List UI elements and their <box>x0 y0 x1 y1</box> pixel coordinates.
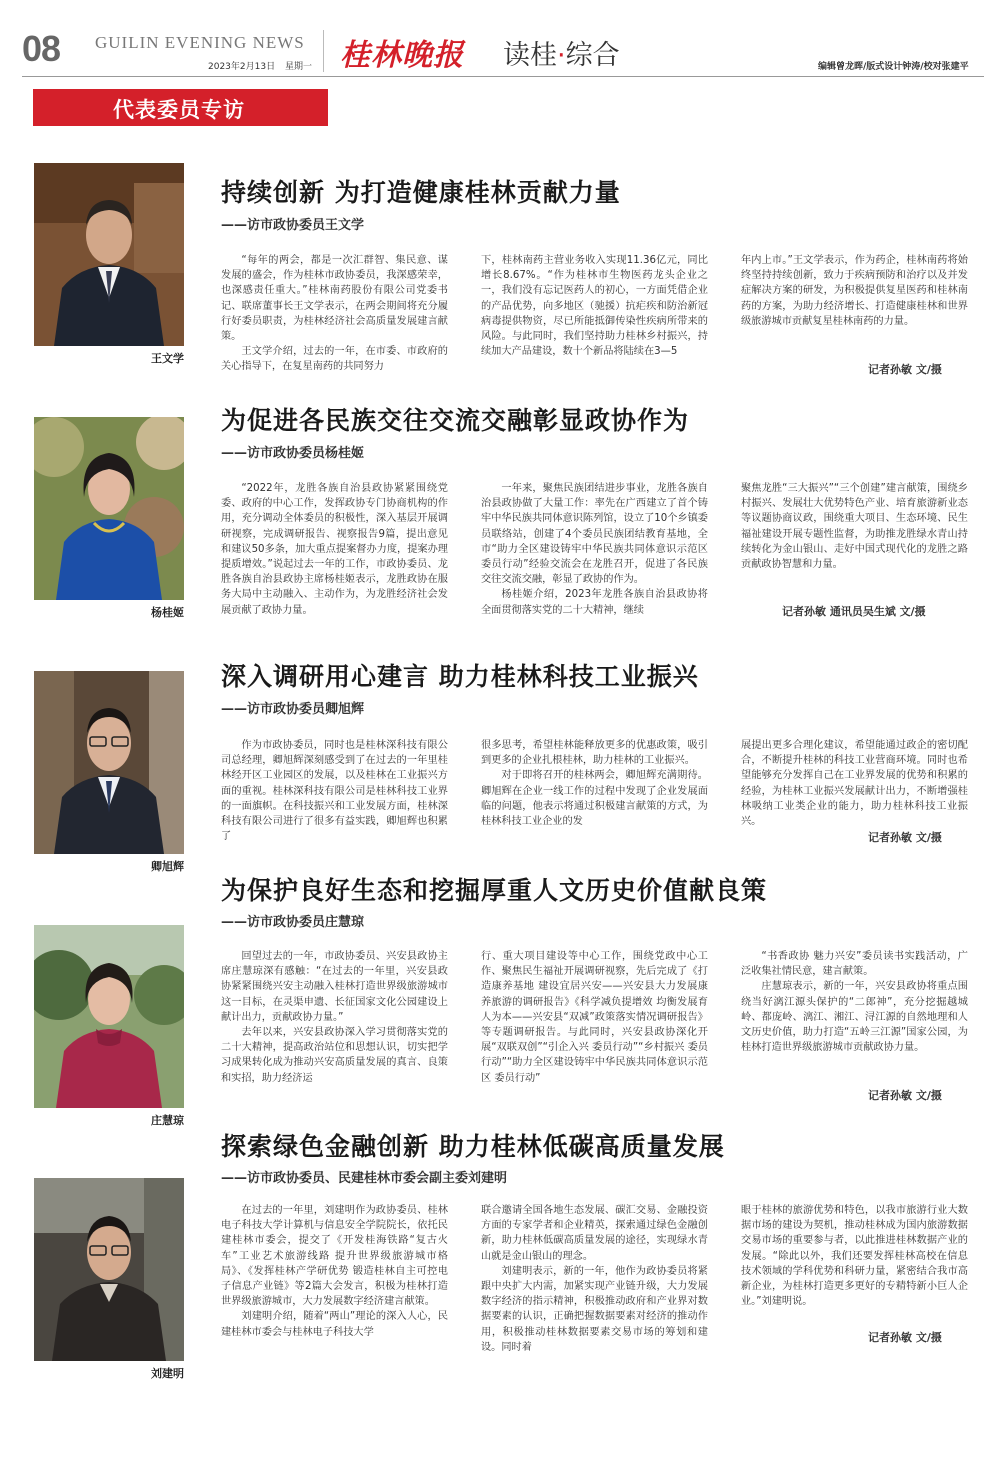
paragraph: 刘建明表示，新的一年，他作为政协委员将紧跟中央扩大内需，加紧实现产业链升级，大力发展数字经济的指示精神，积极推动政府和产业界对数据要素的认识，正确把握数据要素对经济的推动作用，积极推动桂林数据要素交易市场的筹划和建设。同时着 <box>481 1265 708 1353</box>
photo-caption: 王文学 <box>151 352 184 365</box>
article-column <box>221 253 448 375</box>
paragraph: 联合邀请全国各地生态发展、碳汇交易、金融投资方面的专家学者和企业精英，探索通过绿色金融创新，助力桂林低碳高质量发展的途径，实现绿水青山就是金山银山的理念。 <box>481 1205 708 1262</box>
article-title: 持续创新 为打造健康桂林贡献力量 <box>221 178 621 207</box>
article-subtitle: ——访市政协委员杨桂姬 <box>221 446 365 461</box>
portrait-image-yang <box>34 417 184 600</box>
paragraph: 杨桂姬介绍，2023年龙胜各族自治县政协将全面贯彻落实党的二十大精神，继续 <box>481 589 708 616</box>
article-column <box>741 738 968 829</box>
article-column <box>221 1203 448 1340</box>
article-column <box>741 1203 968 1309</box>
article-credit: 记者孙敏 通讯员吴生斌 文/摄 <box>782 605 926 618</box>
paragraph: 很多思考，希望桂林能释放更多的优惠政策，吸引到更多的企业扎根桂林，助力桂林的工业振兴。 <box>481 740 708 767</box>
paragraph: 庄慧琼表示，新的一年，兴安县政协将重点围绕当好漓江源头保护的“二郎神”，充分挖掘越城岭、都庞岭、漓江、湘江、浔江源的自然地理和人文历史价值，助力打造“五岭三江源”国家公园，为桂林打造世界级旅游城市贡献政协力量。 <box>741 981 968 1054</box>
article-title: 深入调研用心建言 助力桂林科技工业振兴 <box>221 662 699 691</box>
article-subtitle: ——访市政协委员卿旭辉 <box>221 702 365 717</box>
header-divider <box>323 30 324 72</box>
article-column <box>221 738 448 844</box>
issue-date: 2023年2月13日 <box>208 62 276 72</box>
article-credit: 记者孙敏 文/摄 <box>868 363 942 376</box>
column-banner-label: 代表委员专访 <box>113 98 245 122</box>
article-title: 探索绿色金融创新 助力桂林低碳高质量发展 <box>221 1132 725 1161</box>
paragraph: “书香政协 魅力兴安”委员读书实践活动，广泛收集社情民意，建言献策。 <box>741 951 968 978</box>
article-column <box>481 949 708 1086</box>
article-column <box>481 738 708 829</box>
article-credit: 记者孙敏 文/摄 <box>868 1089 942 1102</box>
section-dot: · <box>557 40 566 71</box>
article-credit: 记者孙敏 文/摄 <box>868 1331 942 1344</box>
portrait-photo-qing <box>34 671 184 854</box>
paragraph: 展提出更多合理化建议，希望能通过政企的密切配合，不断提升桂林的科技工业营商环境。同时也希望能够充分发挥自己在工业界发展的优势和积累的经验，为桂林工业振兴发展献计出力，不断增强桂林吸纳工业类企业的能力，助力桂林科技工业振兴。 <box>741 740 968 828</box>
portrait-photo-wang <box>34 163 184 346</box>
paragraph: 年内上市。”王文学表示，作为药企，桂林南药将始终坚持持续创新，致力于疾病预防和治疗以及并发症解决方案的研发，为积极提供复星医药和桂林南药的方案，为助力经济增长、打造健康桂林和世界级旅游城市贡献复星桂林南药的力量。 <box>741 255 968 327</box>
article-subtitle: ——访市政协委员王文学 <box>221 218 365 233</box>
photo-caption: 卿旭辉 <box>151 860 184 873</box>
article-column <box>221 481 448 618</box>
paragraph: 行、重大项目建设等中心工作，围绕党政中心工作、聚焦民生福祉开展调研视察，先后完成了《打造康养基地 建设宜居兴安——兴安县大力发展康养旅游的调研报告》《科学减负提增效 均衡发展育人为本——兴安县“双减”政策落实情况调研报告》等专题调研报告。与此同时，兴安县政协深化开展“双联双创”“引企入兴 委员行动”“乡村振兴 委员行动”“助力全区建设铸牢中华民族共同体意识示范区 委员行动” <box>481 951 708 1084</box>
portrait-image-qing <box>34 671 184 854</box>
article-column <box>741 253 968 329</box>
portrait-image-wang <box>34 163 184 346</box>
portrait-image-liu <box>34 1178 184 1361</box>
english-masthead: GUILIN EVENING NEWS <box>95 33 305 52</box>
article-credit: 记者孙敏 文/摄 <box>868 831 942 844</box>
paragraph: 聚焦龙胜“三大振兴”“三个创建”建言献策，围绕乡村振兴、发展壮大优势特色产业、培育旅游新业态等议题协商议政，围绕重大项目、生态环境、民生福祉建设开展专题性监督，为助推龙胜绿水青山持续转化为金山银山、走好中国式现代化的龙胜之路贡献政协智慧和力量。 <box>741 483 968 571</box>
article-column <box>221 949 448 1086</box>
paragraph: 一年来，聚焦民族团结进步事业，龙胜各族自治县政协做了大量工作：率先在广西建立了首个铸牢中华民族共同体意识陈列馆，设立了10个乡镇委员联络站，创建了4个委员民族团结教育基地，全市“助力全区建设铸牢中华民族共同体意识示范区 委员行动”经验交流会在龙胜召开，促进了各民族交往交流交融，彰显了政协的作为。 <box>481 483 708 586</box>
section-name-b: 综合 <box>565 40 620 71</box>
column-banner <box>33 89 328 126</box>
article-subtitle: ——访市政协委员、民建桂林市委会副主委刘建明 <box>221 1171 508 1186</box>
paragraph: 对于即将召开的桂林两会，卿旭辉充满期待。卿旭辉在企业一线工作的过程中发现了企业发展面临的问题，他表示将通过积极建言献策的方式，为桂林科技工业企业的发 <box>481 770 708 828</box>
paragraph: 王文学介绍，过去的一年，在市委、市政府的关心指导下，在复星南药的共同努力 <box>221 346 448 373</box>
article-column <box>741 949 968 1055</box>
paragraph: 刘建明介绍，随着“两山”理论的深入人心，民建桂林市委会与桂林电子科技大学 <box>221 1311 448 1338</box>
header-rule <box>22 76 984 77</box>
portrait-photo-yang <box>34 417 184 600</box>
article-title: 为促进各民族交往交流交融彰显政协作为 <box>221 406 690 435</box>
article-column <box>481 1203 708 1355</box>
photo-caption: 刘建明 <box>151 1367 184 1380</box>
article-column <box>481 253 708 359</box>
paragraph: 下，桂林南药主营业务收入实现11.36亿元，同比增长8.67%。“作为桂林市生物医药龙头企业之一，我们没有忘记医药人的初心，一方面凭借企业的产品优势，向多地区（驰援）抗疟疾和防治新冠病毒提供物资，尽已所能抵御传染性疾病所带来的风险。与此同时，我们坚持助力桂林乡村振兴，持续加大产品建设，数十个新品将陆续在3—5 <box>481 255 708 358</box>
section-name-a: 读桂 <box>503 40 557 71</box>
article-column <box>481 481 708 618</box>
section-name <box>503 33 620 72</box>
paragraph: 眼于桂林的旅游优势和特色，以我市旅游行业大数据市场的建设为契机，推动桂林成为国内旅游数据交易市场的重要参与者，以此推进桂林数据产业的发展。“除此以外，我们还要发挥桂林高校在信息技术领域的学科优势和科研力量，紧密结合我市高新企业，为桂林打造更多更好的专精特新小巨人企业。”刘建明说。 <box>741 1205 968 1308</box>
newspaper-logo: 桂林晚报 <box>340 38 464 73</box>
portrait-photo-liu <box>34 1178 184 1361</box>
article-column <box>741 481 968 572</box>
photo-caption: 庄慧琼 <box>151 1114 184 1127</box>
paragraph: 去年以来，兴安县政协深入学习贯彻落实党的二十大精神，提高政治站位和思想认识，切实把学习成果转化成为推动兴安高质量发展的真言、良策和实招，助力经济运 <box>221 1027 448 1084</box>
paragraph: 回望过去的一年，市政协委员、兴安县政协主席庄慧琼深有感触：“在过去的一年里，兴安县政协紧紧围绕兴安主动融入桂林打造世界级旅游城市这一目标，在灵渠申遗、长征国家文化公园建设上献计出力，贡献政协力量。” <box>221 951 448 1023</box>
paragraph: 作为市政协委员，同时也是桂林深科技有限公司总经理，卿旭辉深刻感受到了在过去的一年里桂林经开区工业园区的发展，以及桂林在工业振兴方面的重视。桂林深科技有限公司是桂林科技工业界的一面旗帜。在科技振兴和工业发展方面，桂林深科技有限公司进行了很多有益实践，卿旭辉也积累了 <box>221 740 448 843</box>
photo-caption: 杨桂姬 <box>151 606 184 619</box>
issue-weekday: 星期一 <box>285 62 313 72</box>
portrait-image-zhuang <box>34 925 184 1108</box>
paragraph: “每年的两会，都是一次汇群智、集民意、谋发展的盛会，作为桂林市政协委员，我深感荣幸，也深感责任重大。”桂林南药股份有限公司党委书记、联席董事长王文学表示，在两会期间将充分履行好委员职责，为桂林经济社会高质量发展建言献策。 <box>221 255 448 343</box>
paragraph: 在过去的一年里，刘建明作为政协委员、桂林电子科技大学计算机与信息安全学院院长，依托民建桂林市委会，提交了《开发桂海铁路“复古火车”工业艺术旅游线路 提升世界级旅游城市格局》、《发挥桂林产学研优势 锻造桂林自主可控电子信息产业链》等2篇大会发言，积极为桂林打造世界级旅游城市，大力发展数字经济建言献策。 <box>221 1205 448 1308</box>
portrait-photo-zhuang <box>34 925 184 1108</box>
article-title: 为保护良好生态和挖掘厚重人文历史价值献良策 <box>221 876 768 905</box>
article-subtitle: ——访市政协委员庄慧琼 <box>221 915 365 930</box>
paragraph: “2022年，龙胜各族自治县政协紧紧围绕党委、政府的中心工作，发挥政协专门协商机构的作用，充分调动全体委员的积极性，深入基层开展调研视察，完成调研报告、视察报告9篇，提出意见和建议50多条，加大重点提案督办力度，提案办理提质增效。”说起过去一年的工作，市政协委员、龙胜各族自治县政协主席杨桂姬表示，龙胜政协在服务大局中主动融入、主动作为，为龙胜经济社会发展贡献了政协力量。 <box>221 483 448 616</box>
editor-credits: 编辑曾龙晖/版式设计钟涛/校对张建平 <box>818 62 969 72</box>
page-number: 08 <box>22 28 61 69</box>
